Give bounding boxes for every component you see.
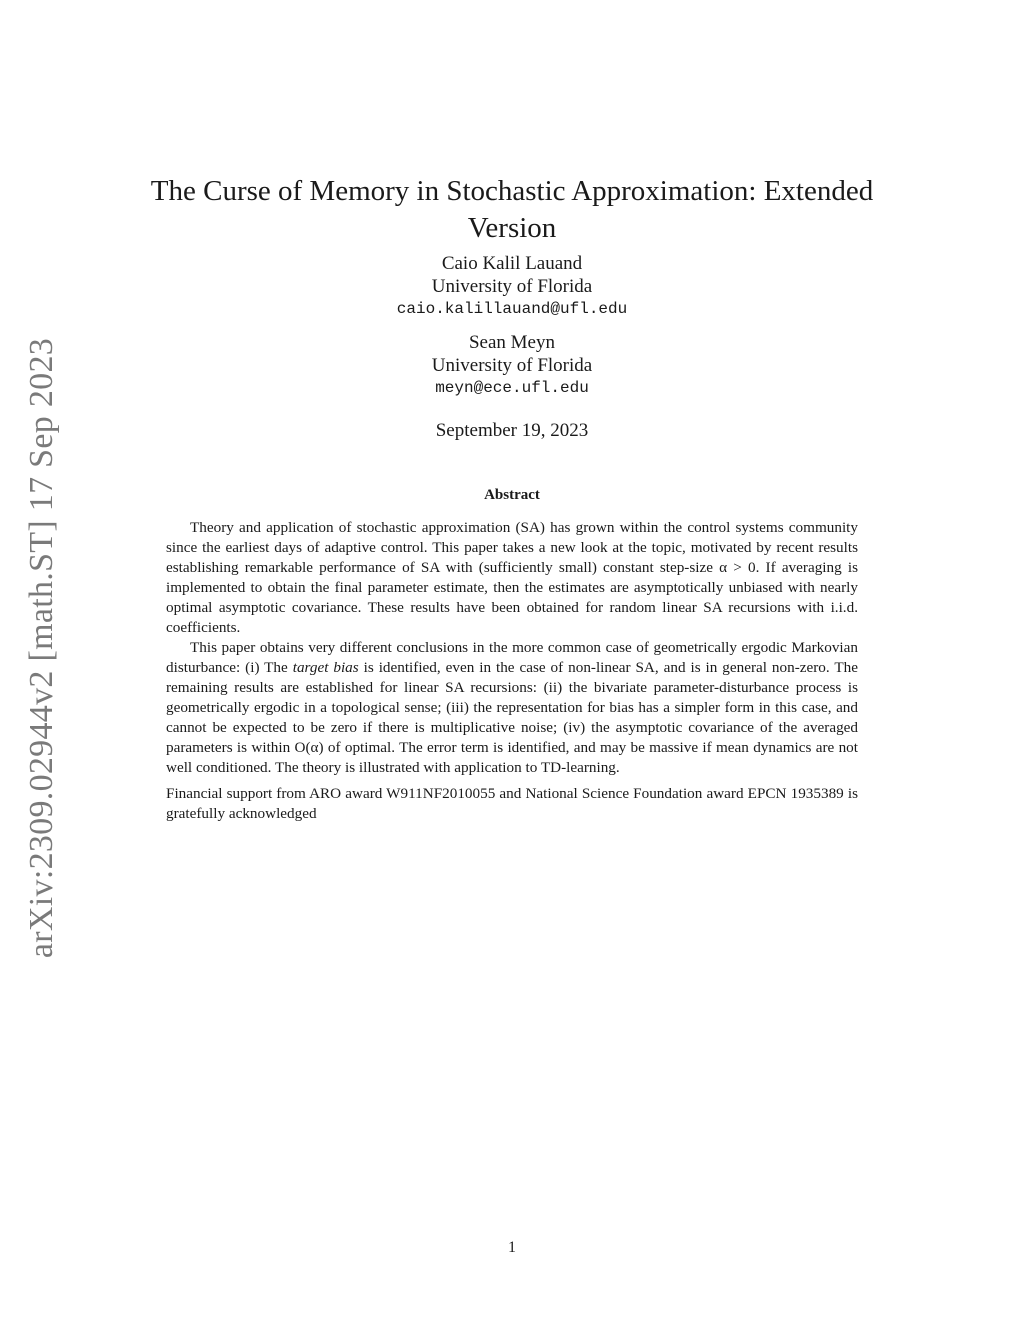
paper-title: The Curse of Memory in Stochastic Approximation: Extended Version: [150, 175, 874, 245]
abstract-heading: Abstract: [484, 487, 540, 503]
abstract-body: [166, 518, 858, 824]
abstract-paragraph: [166, 638, 858, 778]
emphasized-term: target bias: [292, 659, 359, 676]
author-name: Caio Kalil Lauand: [441, 253, 583, 274]
abstract-text: is identified, even in the case of non-linear SA, and is in general non-zero. The remaining results are established for linear SA recursions: (ii) the bivariate parameter-disturbance process is geometrically ergodic in a topological sense; (iii) the representation for bias has a simpler form in this case, and cannot be expected to be zero if there is multiplicative noise; (iv) the asymptotic covariance of the averaged parameters is within O(α) of optimal. The error term is identified, and may be massive if mean dynamics are not well conditioned. The theory is illustrated with application to TD-learning.: [166, 659, 858, 776]
arxiv-identifier-stamp: arXiv:2309.02944v2 [math.ST] 17 Sep 2023: [23, 337, 60, 959]
funding-acknowledgment: Financial support from ARO award W911NF2010055 and National Science Foundation award EPCN 1935389 is gratefully acknowledged: [166, 785, 858, 822]
author-name: Sean Meyn: [468, 332, 555, 353]
abstract-text: This paper obtains very different conclusions in the more common case of geometrically ergodic Markovian disturbance: (i) The: [166, 639, 858, 676]
author-affiliation: University of Florida: [431, 276, 593, 297]
author-affiliation: University of Florida: [431, 355, 593, 376]
author-email: meyn@ece.ufl.edu: [435, 379, 589, 397]
author-email: caio.kalillauand@ufl.edu: [396, 300, 628, 318]
publication-date: September 19, 2023: [435, 420, 589, 441]
author-block: [262, 252, 762, 321]
author-block: [262, 331, 762, 400]
abstract-paragraph: Theory and application of stochastic approximation (SA) has grown within the control systems community since the earliest days of adaptive control. This paper takes a new look at the topic, motivated by recent results establishing remarkable performance of SA with (sufficiently small) constant step-size α > 0. If averaging is implemented to obtain the final parameter estimate, then the estimates are asymptotically unbiased with nearly optimal asymptotic covariance. These results have been obtained for random linear SA recursions with i.i.d. coefficients.: [166, 519, 858, 636]
page-number: 1: [508, 1239, 516, 1256]
